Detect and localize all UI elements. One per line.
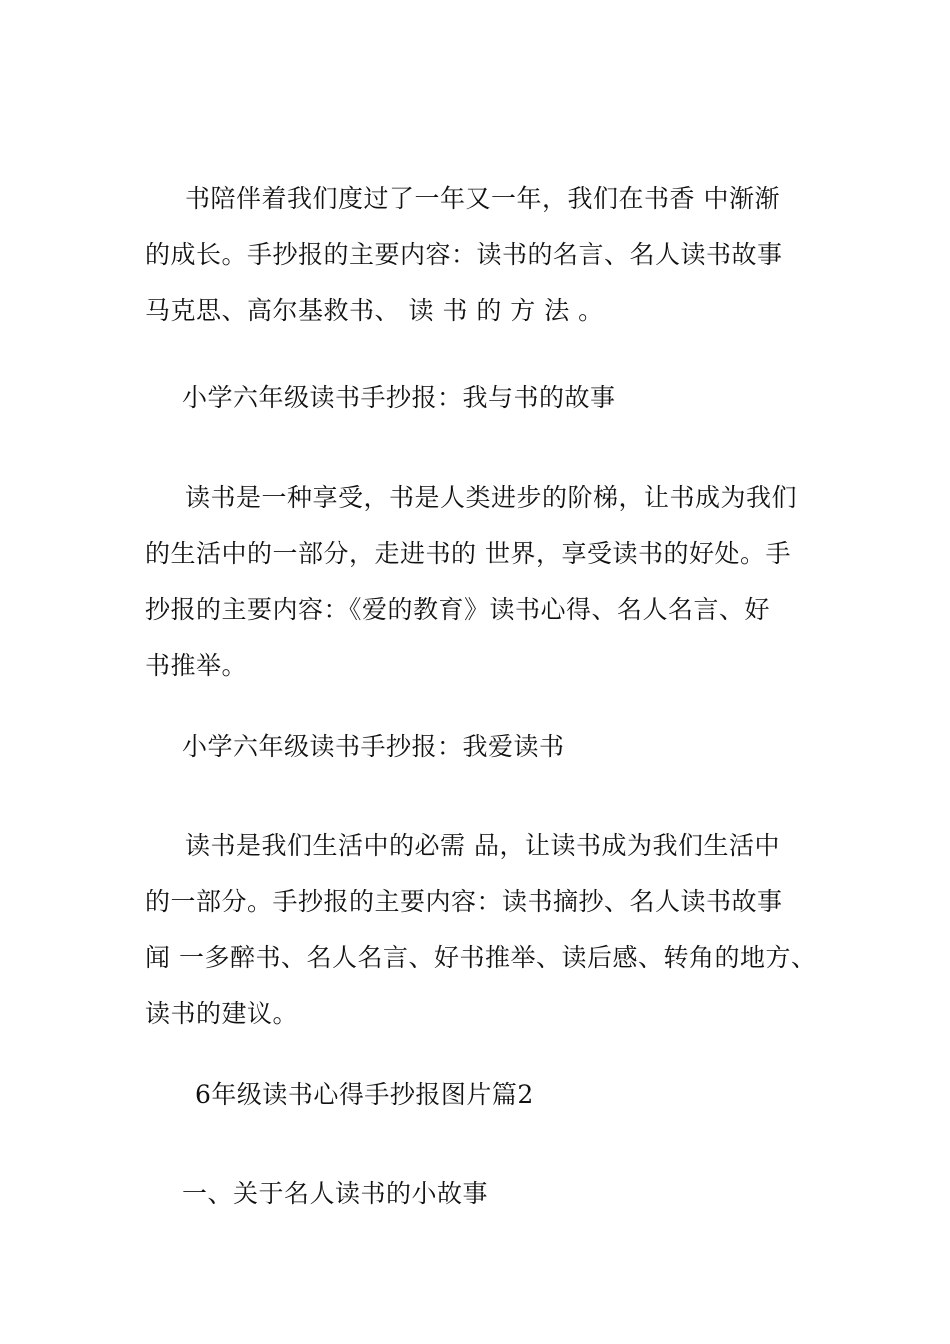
paragraph-3-line-3: 闻 一多醉书、名人名言、好书推举、读后感、转角的地方、 (145, 943, 817, 972)
paragraph-2-line-3: 抄报的主要内容：《爱的教育》读书心得、名人名言、好 (145, 595, 771, 624)
paragraph-3 (145, 818, 825, 1042)
paragraph-2-line-2: 的生活中的一部分，走进书的 世界，享受读书的好处。手 (145, 539, 791, 568)
heading-part-2: 6年级读书心得手抄报图片篇2 (195, 1080, 534, 1109)
paragraph-1-line-2: 的成长。手抄报的主要内容：读书的名言、名人读书故事 (145, 240, 783, 269)
paragraph-3-line-1: 读书是我们生活中的必需 品，让读书成为我们生活中 (185, 831, 780, 860)
paragraph-1 (145, 171, 825, 339)
paragraph-2 (145, 470, 825, 694)
paragraph-1-line-1: 书陪伴着我们度过了一年又一年，我们在书香 中渐渐 (185, 184, 780, 213)
paragraph-3-line-2: 的一部分。手抄报的主要内容：读书摘抄、名人读书故事 (145, 887, 783, 916)
paragraph-2-line-4: 书推举。 (145, 651, 248, 680)
heading-love-reading: 小学六年级读书手抄报：我爱读书 (182, 732, 565, 761)
paragraph-2-line-1: 读书是一种享受，书是人类进步的阶梯，让书成为我们 (185, 483, 798, 512)
paragraph-1-line-3: 马克思、高尔基救书、 读 书 的 方 法 。 (145, 296, 604, 325)
heading-section-1: 一、关于名人读书的小故事 (182, 1179, 489, 1208)
heading-story: 小学六年级读书手抄报：我与书的故事 (182, 383, 616, 412)
paragraph-3-line-4: 读书的建议。 (145, 999, 299, 1028)
